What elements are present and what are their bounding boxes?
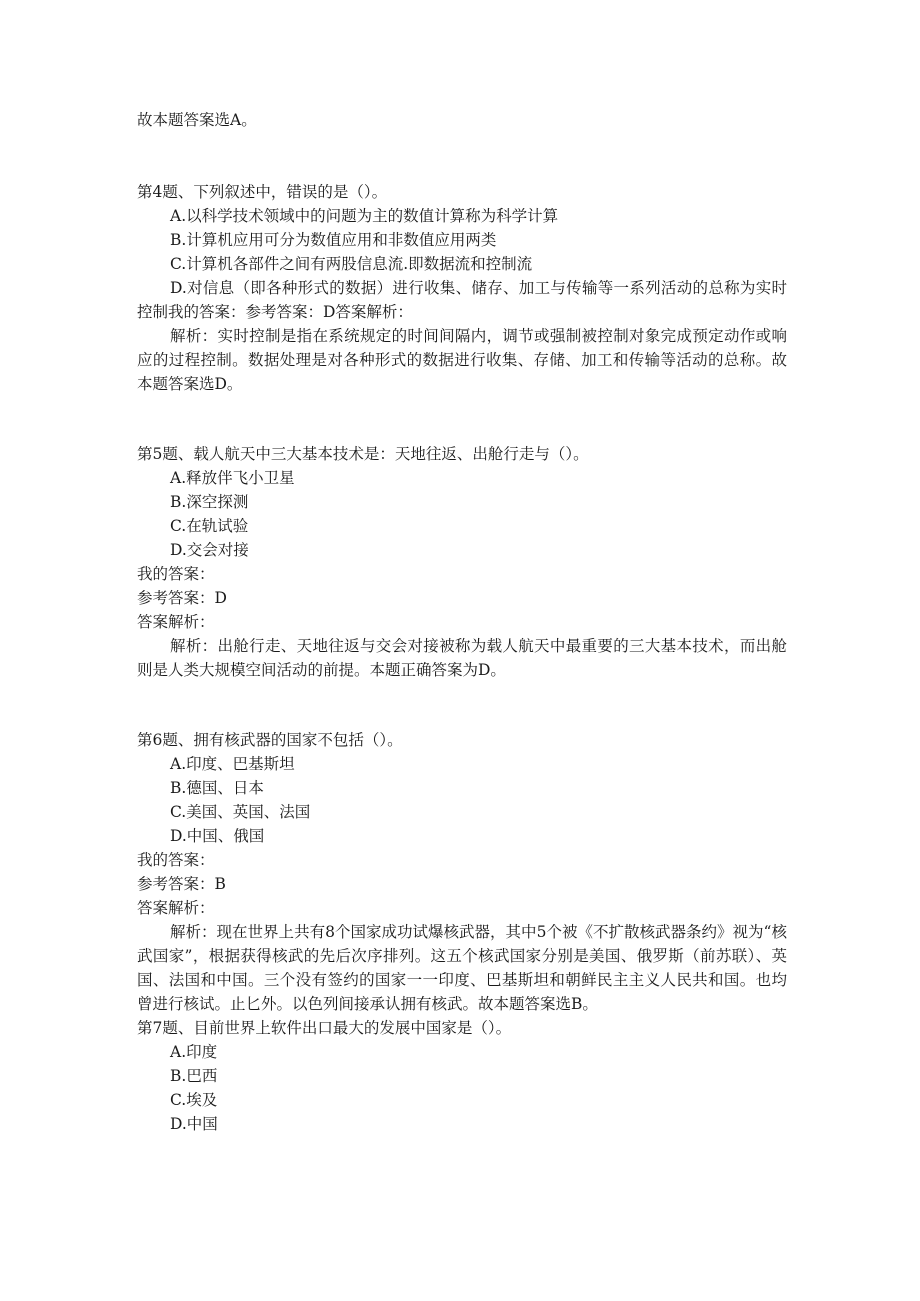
my-answer-label: 我的答案： (137, 565, 215, 583)
question-6 (137, 728, 787, 1016)
option-d: D.中国 (170, 1115, 218, 1133)
question-5 (137, 442, 787, 682)
question-title: 第6题、拥有核武器的国家不包括（）。 (137, 731, 403, 749)
option-b: B.计算机应用可分为数值应用和非数值应用两类 (170, 231, 497, 249)
option-b: B.深空探测 (170, 493, 249, 511)
question-title: 第7题、目前世界上软件出口最大的发展中国家是（）。 (137, 1019, 512, 1037)
answer-analysis-label: 答案解析： (137, 899, 215, 917)
question-title: 第5题、载人航天中三大基本技术是：天地往返、出舱行走与（）。 (137, 445, 589, 463)
my-answer-label: 我的答案： (137, 851, 215, 869)
option-a: A.印度、巴基斯坦 (170, 755, 295, 773)
answer-analysis: 解析：出舱行走、天地往返与交会对接被称为载人航天中最重要的三大基本技术，而出舱则是人类大规模空间活动的前提。本题正确答案为D。 (137, 637, 787, 679)
option-d: D.中国、俄国 (170, 827, 265, 845)
question-7 (137, 1016, 787, 1136)
question-4 (137, 180, 787, 396)
option-c: C.埃及 (170, 1091, 218, 1109)
option-a: A.印度 (170, 1043, 218, 1061)
option-b: B.巴西 (170, 1067, 218, 1085)
document-page (137, 108, 787, 1136)
option-c: C.计算机各部件之间有两股信息流.即数据流和控制流 (170, 255, 533, 273)
answer-analysis: 解析：实时控制是指在系统规定的时间间隔内，调节或强制被控制对象完成预定动作或响应的过程控制。数据处理是对各种形式的数据进行收集、存储、加工和传输等活动的总称。故本题答案选D。 (137, 327, 787, 393)
answer-analysis: 解析：现在世界上共有8个国家成功试爆核武器，其中5个被《不扩散核武器条约》视为“核武国家”，根据获得核武的先后次序排列。这五个核武国家分别是美国、俄罗斯（前苏联）、英国、法国和中国。三个没有签约的国家一一印度、巴基斯坦和朝鲜民主主义人民共和国。也均曾进行核试。止匕外。以色列间接承认拥有核武。故本题答案选B。 (137, 923, 787, 1013)
answer-analysis-label: 答案解析： (137, 613, 215, 631)
option-b: B.德国、日本 (170, 779, 264, 797)
reference-answer: 参考答案：D (137, 589, 227, 607)
option-a: A.以科学技术领域中的问题为主的数值计算称为科学计算 (170, 207, 559, 225)
option-d: D.交会对接 (170, 541, 249, 559)
option-c: C.在轨试验 (170, 517, 249, 535)
option-d: D.对信息（即各种形式的数据）进行收集、储存、加工与传输等一系列活动的总称为实时控制我的答案：参考答案：D答案解析： (137, 279, 787, 321)
option-a: A.释放伴飞小卫星 (170, 469, 295, 487)
question-title: 第4题、下列叙述中，错误的是（）。 (137, 183, 388, 201)
previous-answer-tail: 故本题答案选A。 (137, 111, 257, 129)
option-c: C.美国、英国、法国 (170, 803, 311, 821)
reference-answer: 参考答案：B (137, 875, 226, 893)
